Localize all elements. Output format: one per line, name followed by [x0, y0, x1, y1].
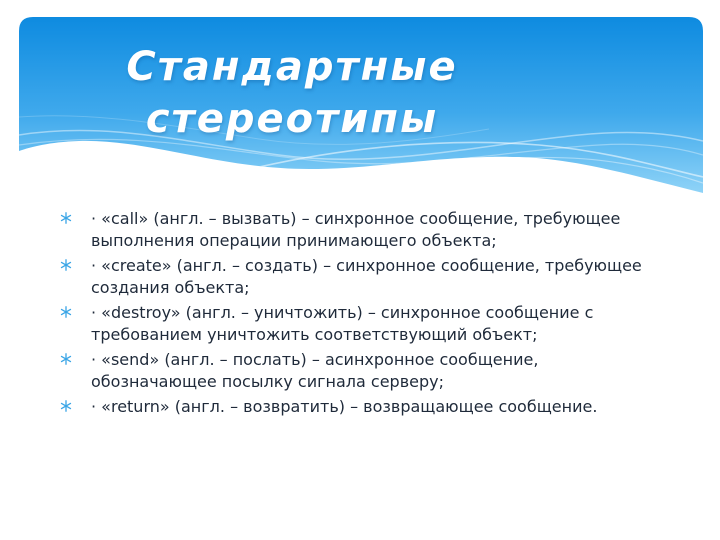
bullet-item-send — [60, 349, 660, 393]
bullet-text: · «create» (англ. – создать) – синхронное сообщение, требующее создания объекта; — [91, 256, 642, 297]
asterisk-icon — [60, 353, 72, 365]
bullet-item-return — [60, 396, 660, 418]
bullet-text: · «call» (англ. – вызвать) – синхронное сообщение, требующее выполнения операции принимающего объекта; — [91, 209, 621, 250]
slide-title-line-2: стереотипы — [145, 96, 439, 142]
slide-title-line-1: Стандартные — [126, 44, 458, 90]
asterisk-icon — [60, 212, 72, 224]
bullet-item-call — [60, 208, 660, 252]
title-banner — [19, 17, 703, 193]
asterisk-icon — [60, 400, 72, 412]
bullet-item-destroy — [60, 302, 660, 346]
bullet-item-create — [60, 255, 660, 299]
bullet-text: · «send» (англ. – послать) – асинхронное сообщение, обозначающее посылку сигнала серверу; — [91, 350, 539, 391]
bullet-list — [60, 208, 660, 421]
asterisk-icon — [60, 259, 72, 271]
asterisk-icon — [60, 306, 72, 318]
slide-title — [19, 41, 565, 145]
bullet-text: · «destroy» (англ. – уничтожить) – синхронное сообщение с требованием уничтожить соответствующий объект; — [91, 303, 594, 344]
bullet-text: · «return» (англ. – возвратить) – возвращающее сообщение. — [91, 397, 598, 416]
